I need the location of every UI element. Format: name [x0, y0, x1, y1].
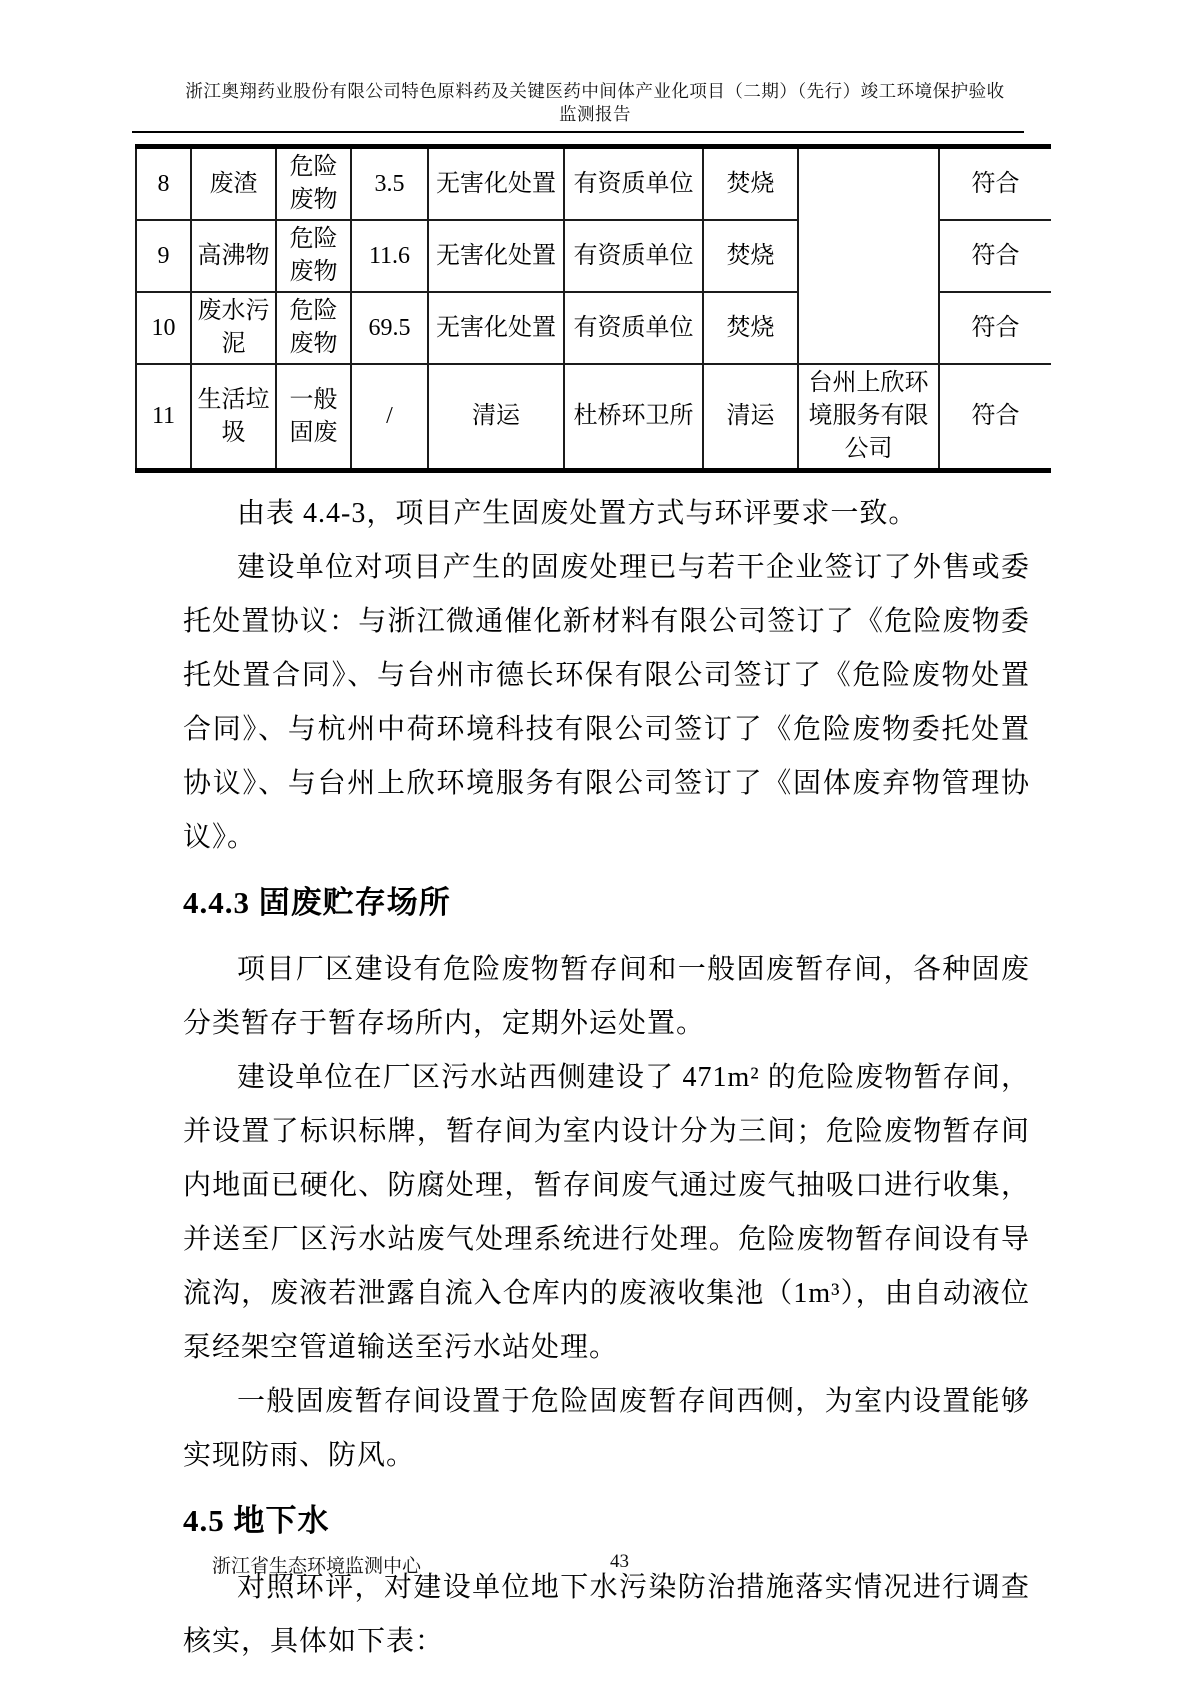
cell-unit: 杜桥环卫所	[564, 364, 703, 471]
cell-waste-name: 废水污泥	[191, 292, 276, 364]
header-title-line2: 监测报告	[559, 104, 631, 124]
cell-row-no: 9	[136, 220, 191, 292]
cell-handler-merged	[798, 147, 939, 365]
footer-page-number: 43	[610, 1551, 629, 1572]
cell-unit: 有资质单位	[564, 220, 703, 292]
cell-waste-name: 生活垃圾	[191, 364, 276, 471]
cell-mode: 清运	[703, 364, 798, 471]
cell-amount: 3.5	[351, 147, 428, 221]
cell-category: 危险废物	[276, 220, 351, 292]
cell-method: 无害化处置	[428, 147, 564, 221]
cell-category: 一般固废	[276, 364, 351, 471]
paragraph-storage-overview: 项目厂区建设有危险废物暂存间和一般固废暂存间，各种固废分类暂存于暂存场所内，定期外运处置。	[183, 954, 1030, 1039]
cell-row-no: 10	[136, 292, 191, 364]
paragraph-general-storage: 一般固废暂存间设置于危险固废暂存间西侧，为室内设置能够实现防雨、防风。	[183, 1386, 1030, 1471]
cell-amount: /	[351, 364, 428, 471]
header-rule	[132, 131, 1024, 133]
paragraph-disposal-agreements: 建设单位对项目产生的固废处理已与若干企业签订了外售或委托处置协议：与浙江微通催化新材料有限公司签订了《危险废物委托处置合同》、与台州市德长环保有限公司签订了《危险废物处置合同》、与杭州中荷环境科技有限公司签订了《危险废物委托处置协议》、与台州上欣环境服务有限公司签订了《固体废弃物管理协议》。	[183, 552, 1030, 853]
cell-method: 无害化处置	[428, 292, 564, 364]
cell-mode: 焚烧	[703, 220, 798, 292]
cell-amount: 69.5	[351, 292, 428, 364]
table-row	[136, 147, 1051, 221]
cell-unit: 有资质单位	[564, 292, 703, 364]
page-header	[0, 0, 1190, 126]
cell-mode: 焚烧	[703, 147, 798, 221]
paragraph-table-conclusion: 由表 4.4-3，项目产生固废处置方式与环评要求一致。	[237, 498, 918, 529]
body-text	[183, 487, 1030, 1669]
table-row	[136, 364, 1051, 471]
cell-conclusion: 符合	[939, 292, 1051, 364]
cell-row-no: 11	[136, 364, 191, 471]
cell-category: 危险废物	[276, 147, 351, 221]
section-heading-4-5: 4.5 地下水	[183, 1503, 330, 1538]
cell-category: 危险废物	[276, 292, 351, 364]
solid-waste-disposal-table	[135, 144, 1051, 473]
cell-method: 无害化处置	[428, 220, 564, 292]
footer-organization: 浙江省生态环境监测中心	[212, 1556, 422, 1577]
cell-mode: 焚烧	[703, 292, 798, 364]
cell-conclusion: 符合	[939, 147, 1051, 221]
cell-unit: 有资质单位	[564, 147, 703, 221]
header-title-line1: 浙江奥翔药业股份有限公司特色原料药及关键医药中间体产业化项目（二期）（先行）竣工环境保护验收	[185, 81, 1005, 101]
paragraph-groundwater-intro: 对照环评，对建设单位地下水污染防治措施落实情况进行调查核实，具体如下表：	[183, 1572, 1030, 1657]
cell-row-no: 8	[136, 147, 191, 221]
cell-method: 清运	[428, 364, 564, 471]
section-heading-4-4-3: 4.4.3 固废贮存场所	[183, 885, 451, 920]
cell-waste-name: 废渣	[191, 147, 276, 221]
cell-waste-name: 高沸物	[191, 220, 276, 292]
paragraph-hazardous-storage-detail: 建设单位在厂区污水站西侧建设了 471m² 的危险废物暂存间，并设置了标识标牌，暂存间为室内设计分为三间；危险废物暂存间内地面已硬化、防腐处理，暂存间废气通过废气抽吸口进行收集，并送至厂区污水站废气处理系统进行处理。危险废物暂存间设有导流沟，废液若泄露自流入仓库内的废液收集池（1m³），由自动液位泵经架空管道输送至污水站处理。	[183, 1062, 1030, 1363]
cell-conclusion: 符合	[939, 220, 1051, 292]
cell-conclusion: 符合	[939, 364, 1051, 471]
cell-amount: 11.6	[351, 220, 428, 292]
cell-handler: 台州上欣环境服务有限公司	[798, 364, 939, 471]
